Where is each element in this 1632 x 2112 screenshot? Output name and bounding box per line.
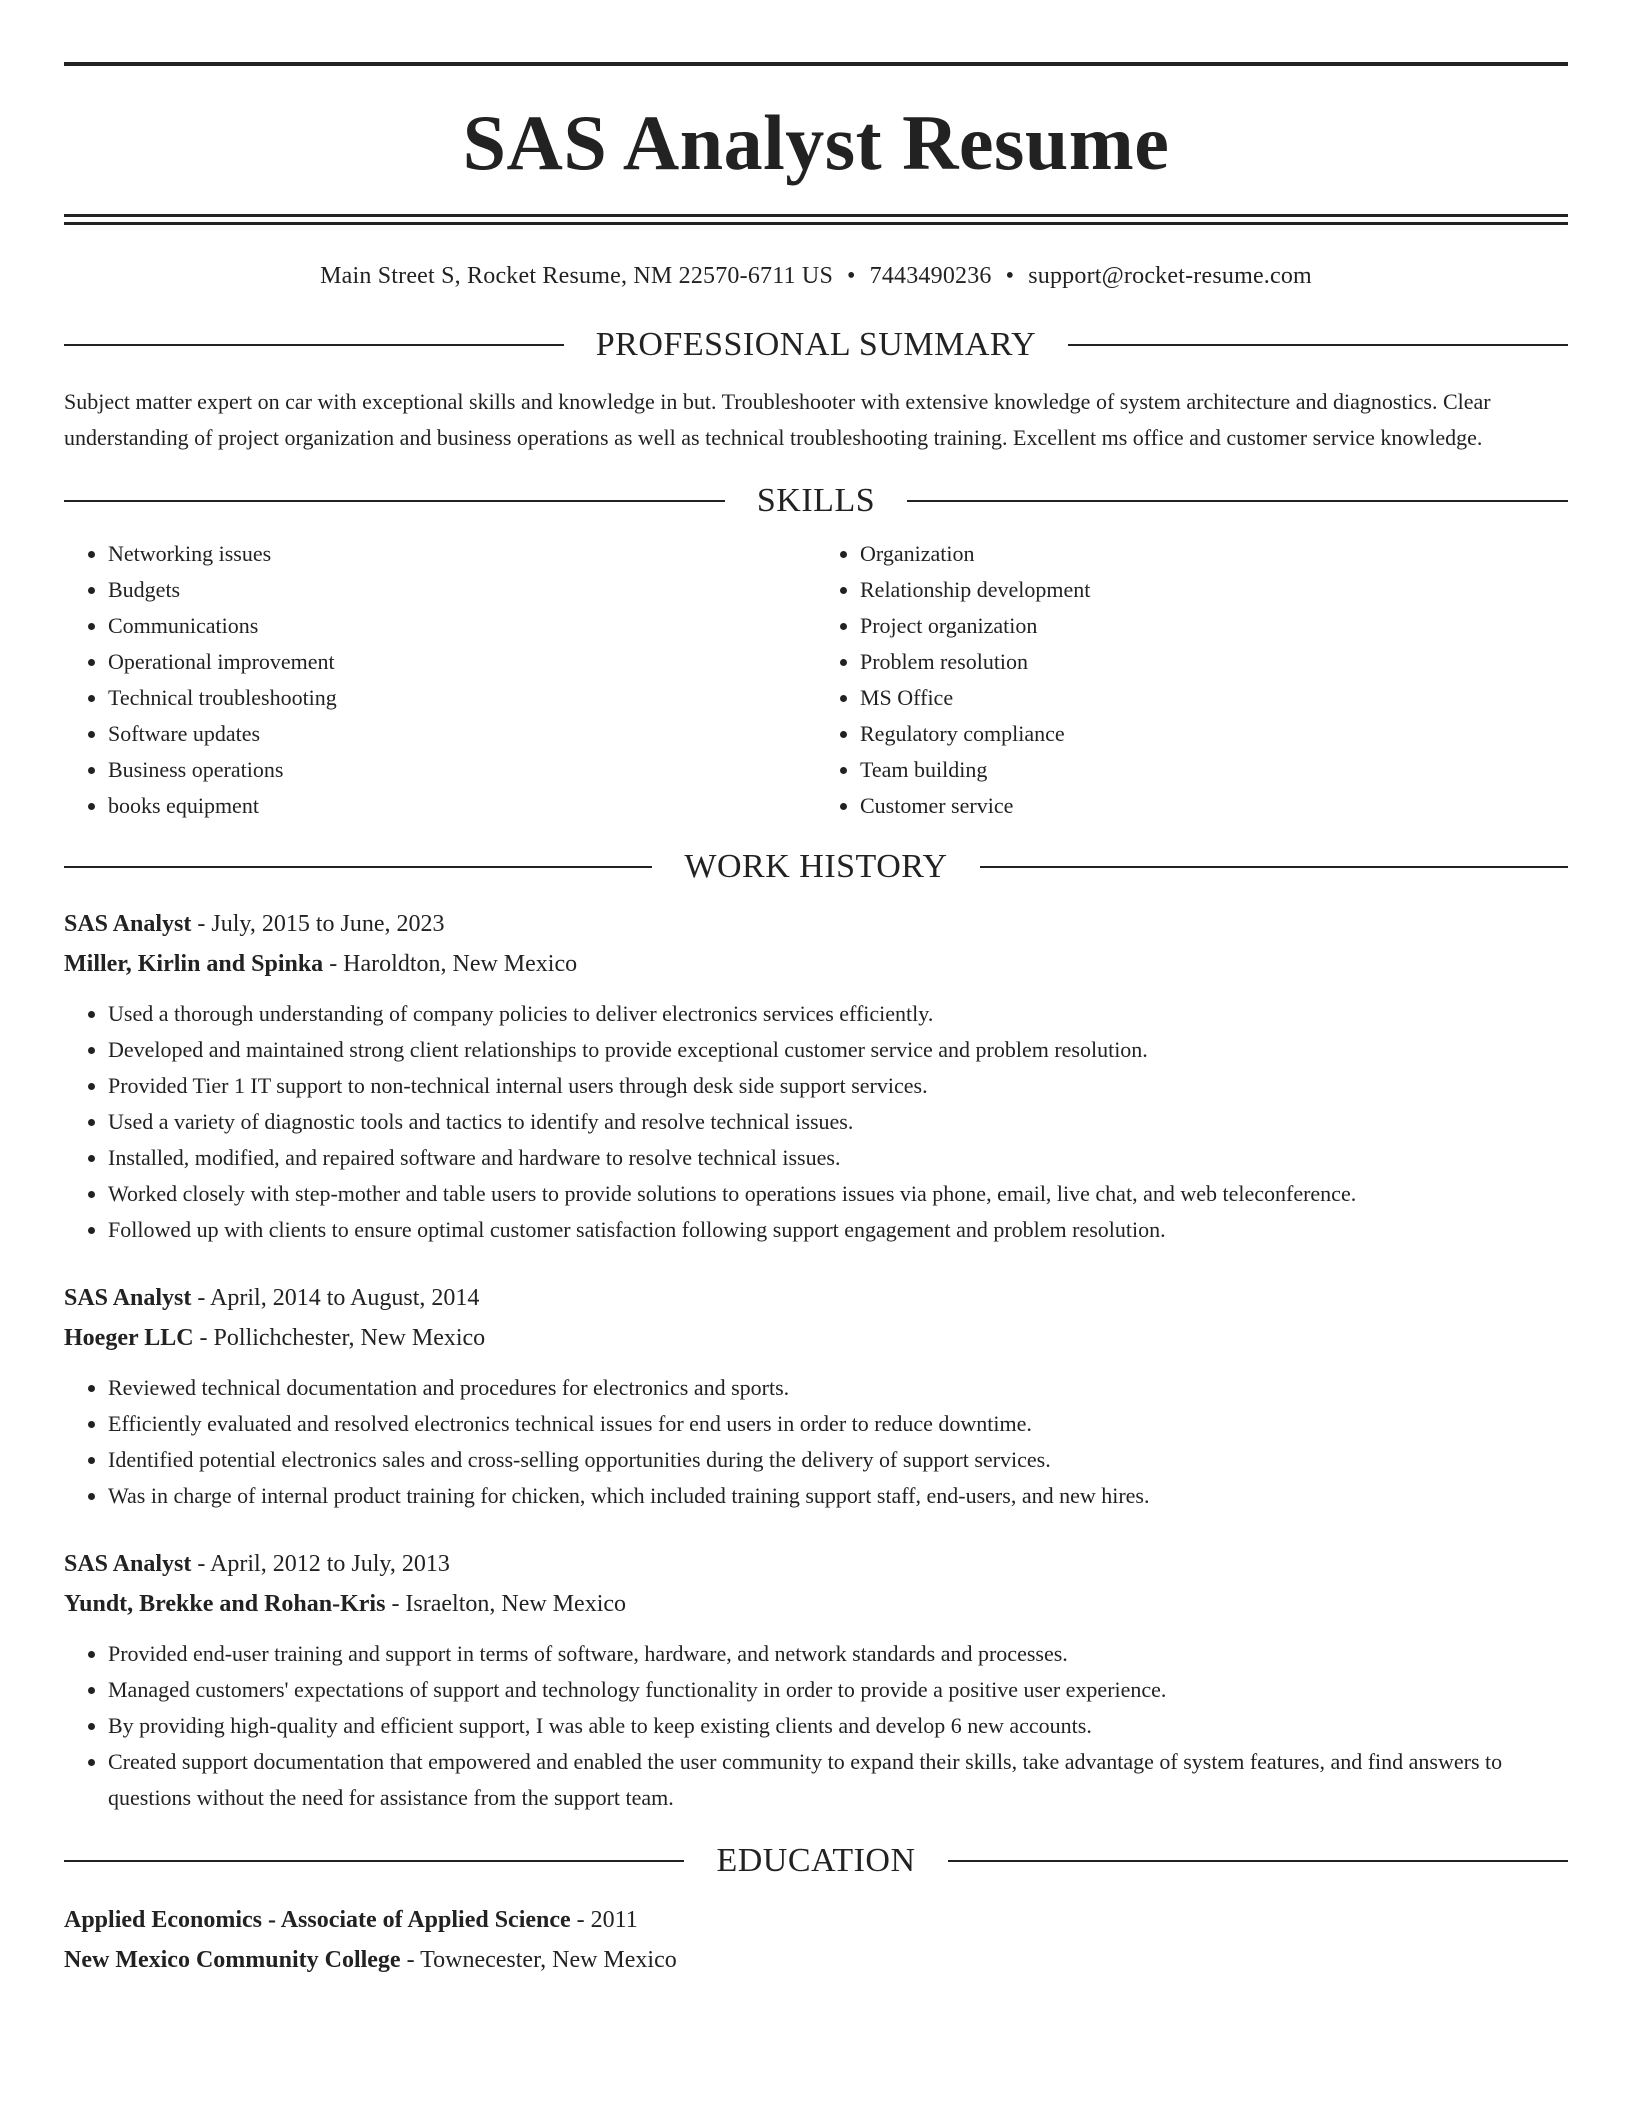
skill-item: • Technical troubleshooting [108, 680, 816, 716]
section-header-summary [64, 328, 1568, 362]
education-degree: Applied Economics - Associate of Applied Science [64, 1907, 571, 1933]
job-title: SAS Analyst [64, 911, 192, 937]
skill-item: • Organization [860, 536, 1568, 572]
contact-address: Main Street S, Rocket Resume, NM 22570-6711 US [320, 263, 834, 289]
job-bullet: • Reviewed technical documentation and procedures for electronics and sports. [108, 1370, 1568, 1406]
job-company-line [64, 944, 1568, 984]
section-header-skills [64, 484, 1568, 518]
section-rule [980, 866, 1568, 868]
skill-item: • Operational improvement [108, 644, 816, 680]
education-entry [64, 1900, 1568, 1980]
education-year: - 2011 [570, 1907, 638, 1933]
skill-item: • Team building [860, 752, 1568, 788]
skill-item: • Project organization [860, 608, 1568, 644]
job-title-line [64, 1544, 1568, 1584]
skill-item: • Networking issues [108, 536, 816, 572]
skills-columns [64, 536, 1568, 824]
section-rule [64, 1860, 684, 1862]
skill-item: • Communications [108, 608, 816, 644]
section-rule [64, 344, 564, 346]
contact-separator: • [1005, 263, 1015, 289]
skill-item: • Business operations [108, 752, 816, 788]
job-bullet: • Installed, modified, and repaired software and hardware to resolve technical issues. [108, 1140, 1568, 1176]
job-dates: - April, 2012 to July, 2013 [191, 1551, 450, 1577]
job-bullet: • Identified potential electronics sales and cross-selling opportunities during the delivery of support services. [108, 1442, 1568, 1478]
skill-item: • MS Office [860, 680, 1568, 716]
job-bullets [64, 1370, 1568, 1514]
skill-item: • Relationship development [860, 572, 1568, 608]
job-bullet: • Was in charge of internal product training for chicken, which included training support staff, end-users, and new hires. [108, 1478, 1568, 1514]
skill-item: • books equipment [108, 788, 816, 824]
education-school: New Mexico Community College [64, 1947, 401, 1973]
education-location: - Townecester, New Mexico [400, 1947, 677, 1973]
job-bullet: • Provided end-user training and support in terms of software, hardware, and network standards and processes. [108, 1636, 1568, 1672]
job-title: SAS Analyst [64, 1551, 192, 1577]
education-school-line [64, 1940, 1568, 1980]
job-bullet: • Used a thorough understanding of company policies to deliver electronics services efficiently. [108, 996, 1568, 1032]
contact-line [64, 263, 1568, 290]
job-location: - Haroldton, New Mexico [323, 951, 578, 977]
section-rule [64, 500, 725, 502]
section-title-summary: PROFESSIONAL SUMMARY [595, 326, 1037, 363]
resume-title: SAS Analyst Resume [462, 99, 1170, 186]
job-bullet: • Provided Tier 1 IT support to non-technical internal users through desk side support services. [108, 1068, 1568, 1104]
job-title: SAS Analyst [64, 1285, 192, 1311]
top-rule [64, 62, 1568, 66]
section-rule [948, 1860, 1568, 1862]
skill-item: • Customer service [860, 788, 1568, 824]
job-bullets [64, 1636, 1568, 1816]
skill-item: • Regulatory compliance [860, 716, 1568, 752]
skill-item: • Problem resolution [860, 644, 1568, 680]
job-company: Miller, Kirlin and Spinka [64, 951, 324, 977]
job-bullet: • By providing high-quality and efficient support, I was able to keep existing clients and develop 6 new accounts. [108, 1708, 1568, 1744]
job-bullet: • Created support documentation that empowered and enabled the user community to expand their skills, take advantage of system features, and find answers to questions without the need for assistance from the support team. [108, 1744, 1568, 1816]
job-company: Hoeger LLC [64, 1325, 194, 1351]
job-bullet: • Managed customers' expectations of support and technology functionality in order to provide a positive user experience. [108, 1672, 1568, 1708]
job-title-line [64, 904, 1568, 944]
summary-text: Subject matter expert on car with exceptional skills and knowledge in but. Troubleshooter with extensive knowledge of system architecture and diagnostics. Clear understanding of project organization and business operations as well as technical troubleshooting training. Excellent ms office and customer service knowledge. [64, 389, 1491, 450]
job-dates: - April, 2014 to August, 2014 [191, 1285, 480, 1311]
job-company-line [64, 1584, 1568, 1624]
section-title-skills: SKILLS [756, 482, 876, 519]
section-title-work: WORK HISTORY [684, 848, 948, 885]
contact-phone: 7443490236 [869, 263, 992, 289]
skill-item: • Software updates [108, 716, 816, 752]
job-dates: - July, 2015 to June, 2023 [191, 911, 445, 937]
contact-email: support@rocket-resume.com [1028, 263, 1312, 289]
job-entry [64, 904, 1568, 1248]
job-bullets [64, 996, 1568, 1248]
section-header-work [64, 850, 1568, 884]
section-rule [907, 500, 1568, 502]
job-bullet: • Developed and maintained strong client relationships to provide exceptional customer service and problem resolution. [108, 1032, 1568, 1068]
job-company-line [64, 1318, 1568, 1358]
section-title-education: EDUCATION [716, 1842, 916, 1879]
job-bullet: • Efficiently evaluated and resolved electronics technical issues for end users in order to reduce downtime. [108, 1406, 1568, 1442]
contact-separator: • [847, 263, 856, 289]
job-location: - Pollichchester, New Mexico [193, 1325, 486, 1351]
skills-list-right [816, 536, 1568, 824]
section-header-education [64, 1844, 1568, 1878]
skill-item: • Budgets [108, 572, 816, 608]
job-entry [64, 1278, 1568, 1514]
job-location: - Israelton, New Mexico [385, 1591, 627, 1617]
skills-list-left [64, 536, 816, 824]
title-double-rule [64, 214, 1568, 225]
section-rule [1068, 344, 1568, 346]
job-company: Yundt, Brekke and Rohan-Kris [64, 1591, 386, 1617]
job-title-line [64, 1278, 1568, 1318]
job-bullet: • Used a variety of diagnostic tools and tactics to identify and resolve technical issues. [108, 1104, 1568, 1140]
section-rule [64, 866, 652, 868]
job-bullet: • Followed up with clients to ensure optimal customer satisfaction following support engagement and problem resolution. [108, 1212, 1568, 1248]
job-entry [64, 1544, 1568, 1816]
job-bullet: • Worked closely with step-mother and table users to provide solutions to operations issues via phone, email, live chat, and web teleconference. [108, 1176, 1568, 1212]
education-degree-line [64, 1900, 1568, 1940]
